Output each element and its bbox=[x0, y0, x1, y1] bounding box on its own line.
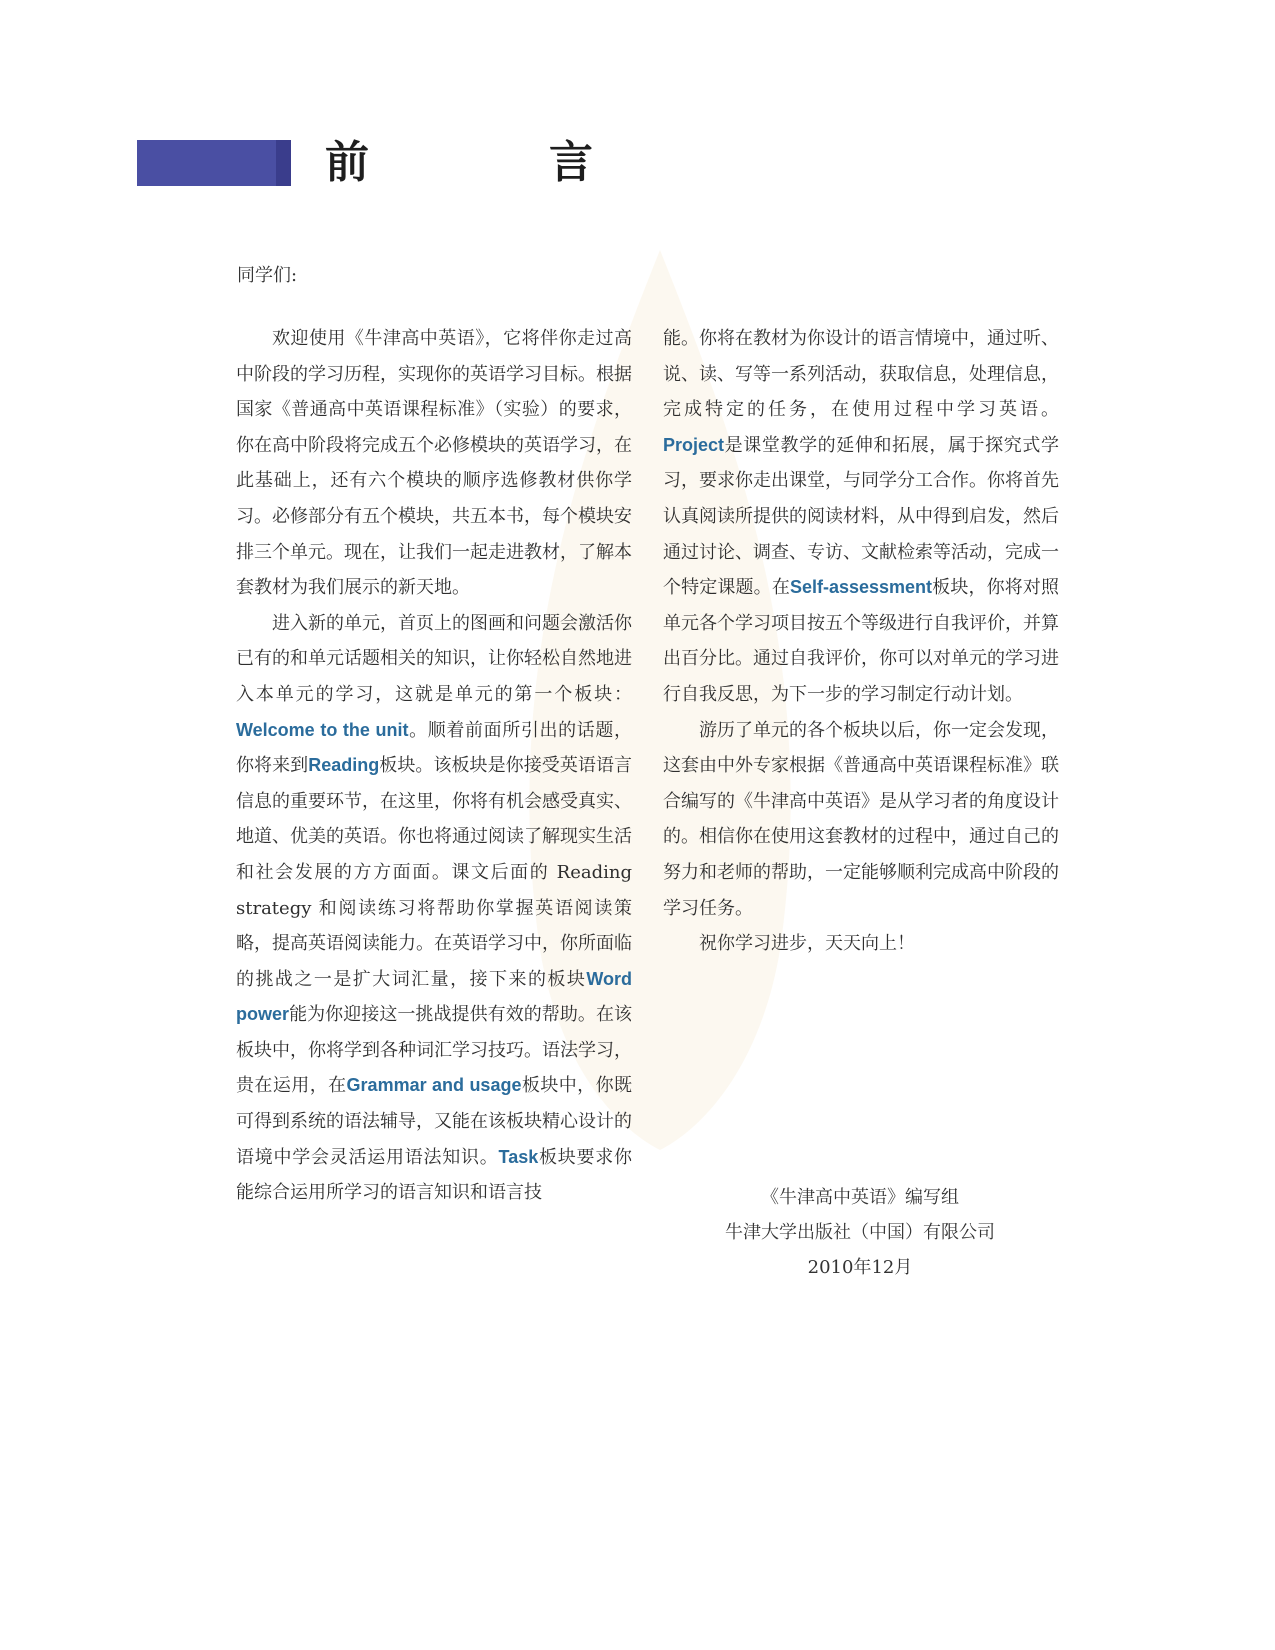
text-segment: 板块中，你既可得到系统的语法辅导，又能在该板块精心设计的语境中学会灵活运用语法知识。 bbox=[236, 1075, 633, 1168]
signature-date: 2010年12月 bbox=[807, 1257, 913, 1278]
closing-wish: 祝你学习进步，天天向上！ bbox=[699, 933, 915, 955]
text-segment: 板块。该板块是你接受英语语言信息的重要环节，在这里，你将有机会感受真实、地道、优美的英语。你也将通过阅读了解现实生活和社会发展的方方面面。课文后面的 Reading strategy 和阅读练习将帮助你掌握英语阅读策略，提高英语阅读能力。在英语学习中，你所面临的挑战之一是扩大词汇量，接下来的板块 bbox=[236, 755, 632, 990]
keyword-word-power: Word power bbox=[236, 968, 632, 1025]
signature-block bbox=[700, 1180, 1020, 1285]
paragraph-continued bbox=[663, 321, 1059, 713]
paragraph-intro bbox=[236, 321, 632, 606]
text-segment: 板块要求你能综合运用所学习的语言知识和语言技 bbox=[236, 1146, 633, 1204]
keyword-self-assessment: Self-assessment bbox=[789, 577, 933, 598]
text-segment: 能为你迎接这一挑战提供有效的帮助。在该板块中，你将学到各种词汇学习技巧。语法学习，贵在运用，在 bbox=[236, 1004, 632, 1097]
title-accent-bar bbox=[137, 140, 285, 186]
text-segment: 是课堂教学的延伸和拓展，属于探究式学习，要求你走出课堂，与同学分工合作。你将首先认真阅读所提供的阅读材料，从中得到启发，然后通过讨论、调查、专访、文献检索等活动，完成一个特定课题。在 bbox=[663, 434, 1059, 599]
text-segment: 板块，你将对照单元各个学习项目按五个等级进行自我评价，并算出百分比。通过自我评价，你可以对单元的学习进行自我反思，为下一步的学习制定行动计划。 bbox=[663, 577, 1060, 705]
keyword-welcome-to-the-unit: Welcome to the unit bbox=[236, 719, 409, 740]
title-accent-bar-edge bbox=[276, 140, 291, 186]
right-column bbox=[663, 321, 1059, 962]
paragraph-units bbox=[236, 606, 632, 1211]
keyword-reading: Reading bbox=[308, 755, 380, 776]
keyword-project: Project bbox=[663, 434, 725, 455]
page-title: 前 言 bbox=[325, 137, 661, 188]
left-column bbox=[236, 321, 632, 1211]
paragraph-conclusion: 游历了单元的各个板块以后，你一定会发现，这套由中外专家根据《普通高中英语课程标准》联合编写的《牛津高中英语》是从学习者的角度设计的。相信你在使用这套教材的过程中，通过自己的努力和老师的帮助，一定能够顺利完成高中阶段的学习任务。 bbox=[663, 719, 1059, 919]
keyword-task: Task bbox=[498, 1146, 539, 1167]
paragraph-intro-text: 欢迎使用《牛津高中英语》，它将伴你走过高中阶段的学习历程，实现你的英语学习目标。根据国家《普通高中英语课程标准》（实验）的要求，你在高中阶段将完成五个必修模块的英语学习，在此基础上，还有六个模块的顺序选修教材供你学习。必修部分有五个模块，共五本书，每个模块安排三个单元。现在，让我们一起走进教材，了解本套教材为我们展示的新天地。 bbox=[236, 328, 632, 599]
signature-editors: 《牛津高中英语》编写组 bbox=[761, 1187, 959, 1208]
text-segment: 能。你将在教材为你设计的语言情境中，通过听、说、读、写等一系列活动，获取信息，处理信息，完成特定的任务，在使用过程中学习英语。 bbox=[663, 328, 1059, 421]
text-segment: 。顺着前面所引出的话题，你将来到 bbox=[236, 719, 632, 777]
greeting: 同学们: bbox=[237, 265, 298, 286]
text-segment: 进入新的单元，首页上的图画和问题会激活你已有的和单元话题相关的知识，让你轻松自然地进入本单元的学习，这就是单元的第一个板块： bbox=[236, 612, 632, 705]
keyword-grammar-and-usage: Grammar and usage bbox=[346, 1075, 522, 1096]
signature-publisher: 牛津大学出版社（中国）有限公司 bbox=[725, 1222, 995, 1243]
